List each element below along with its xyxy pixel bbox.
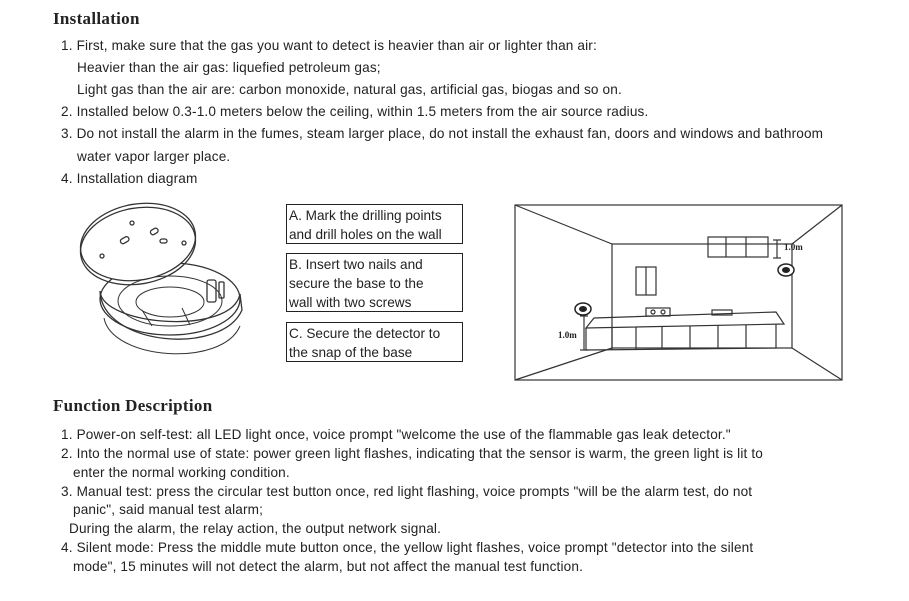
- step-b-box: [286, 253, 463, 312]
- detector-icon: [778, 264, 794, 276]
- ceiling-distance-label: 1.0m: [784, 242, 803, 252]
- function-item: 2. Into the normal use of state: power green light flashes, indicating that the sensor is warm, the green light is lit to: [61, 446, 763, 461]
- function-item: 1. Power-on self-test: all LED light once, voice prompt "welcome the use of the flammable gas leak detector.": [61, 427, 731, 442]
- step-text: wall with two screws: [289, 295, 412, 310]
- function-item: enter the normal working condition.: [73, 465, 290, 480]
- installation-item: water vapor larger place.: [77, 149, 231, 164]
- function-item: 4. Silent mode: Press the middle mute button once, the yellow light flashes, voice prompt "detector into the silent: [61, 540, 754, 555]
- installation-item: Light gas than the air are: carbon monoxide, natural gas, artificial gas, biogas and so on.: [77, 82, 622, 97]
- function-item: 3. Manual test: press the circular test button once, red light flashing, voice prompts "will be the alarm test, do not: [61, 484, 753, 499]
- installation-item: 4. Installation diagram: [61, 171, 198, 186]
- installation-heading: Installation: [53, 9, 140, 28]
- step-text: the snap of the base: [289, 345, 413, 360]
- step-text: C. Secure the detector to: [289, 326, 441, 341]
- installation-item: Heavier than the air gas: liquefied petroleum gas;: [77, 60, 381, 75]
- floor-distance-label: 1.0m: [558, 330, 577, 340]
- step-text: B. Insert two nails and: [289, 257, 423, 272]
- installation-item: 1. First, make sure that the gas you want to detect is heavier than air or lighter than air:: [61, 38, 597, 53]
- installation-item: 3. Do not install the alarm in the fumes, steam larger place, do not install the exhaust fan, doors and windows and bathroom: [61, 126, 824, 141]
- detector-base-illustration: [72, 198, 252, 380]
- installation-item: 2. Installed below 0.3-1.0 meters below the ceiling, within 1.5 meters from the air source radius.: [61, 104, 649, 119]
- step-c-box: [286, 322, 463, 362]
- detector-icon: [575, 303, 591, 315]
- function-item: panic", said manual test alarm;: [73, 502, 264, 517]
- step-text: A. Mark the drilling points: [289, 208, 442, 223]
- step-a-box: [286, 204, 463, 244]
- function-heading: Function Description: [53, 396, 213, 415]
- step-text: secure the base to the: [289, 276, 424, 291]
- step-text: and drill holes on the wall: [289, 227, 442, 242]
- function-item: During the alarm, the relay action, the output network signal.: [69, 521, 441, 536]
- room-installation-diagram: [514, 204, 844, 382]
- function-item: mode", 15 minutes will not detect the alarm, but not affect the manual test function.: [73, 559, 583, 574]
